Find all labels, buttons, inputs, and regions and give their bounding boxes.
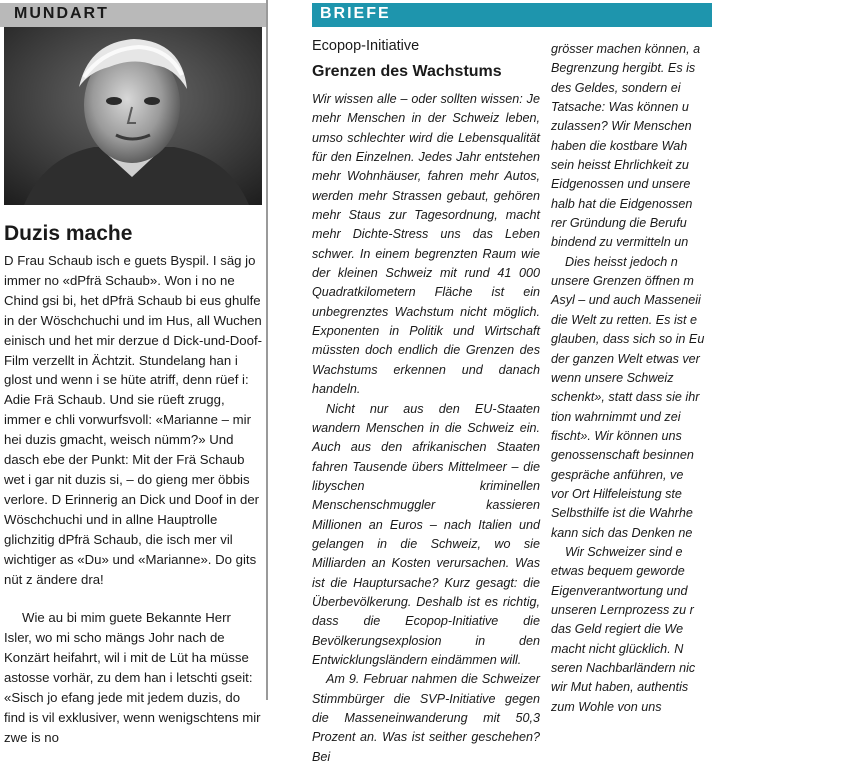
letter-line: Begrenzung hergibt. Es is [551, 61, 696, 76]
author-portrait [4, 27, 262, 205]
letter-line: unseren Lernprozess zu r [551, 602, 694, 617]
letter-line: der ganzen Welt etwas ver [551, 351, 700, 366]
letter-line: bindend zu vermitteln un [551, 235, 689, 250]
letter-line: seren Nachbarländern nic [551, 661, 696, 675]
letter-line: die Welt zu retten. Es ist e [551, 312, 698, 327]
letter-line: fischt». Wir können uns [551, 428, 682, 443]
letter-continuation-column [551, 40, 851, 717]
letter-line: kann sich das Denken ne [551, 525, 693, 540]
mundart-paragraph: D Frau Schaub isch e guets Byspil. I säg jo immer no «dPfrä Schaub». Won i no ne Chind gsi bi, het dPfrä Schaub bi eus ghulfe in der Wöschchuchi und im Hus, all Wuchen einisch und het mir derzue d Dick-und-Doof-Film verzellt in Ächtzit. Stundelang han i glost und wenn i se hüte atriff, denn rüef i: Adie Frä Schaub. Und sie rüeft zrugg, immer e chli vorwurfsvoll: «Marianne – mir hei duzis gmacht, weisch nümm?» Und dasch ebe der Punkt: Mit der Frä Schaub wet i gar nit duzis si, – do gieng mer öbbis verlore. D Erinnerig an Dick und Doof in der Wöschchuchi und in allne Hauptrolle glichzitig dPfrä Schaub, die isch mer vil wichtiger as «Du» und «Marianne». Do gits nüt z ändere dra! [4, 253, 263, 587]
letter-line: wenn unsere Schweiz [551, 370, 674, 385]
letter-kicker: Ecopop-Initiative [312, 38, 420, 54]
letter-line: rer Gründung die Berufu [551, 216, 687, 231]
letter-line: Tatsache: Was können u [551, 100, 689, 115]
letter-line: genossenschaft besinnen [551, 448, 694, 463]
briefe-section-label: BRIEFE [320, 5, 391, 22]
letter-line: Eigenverantwortung und [551, 583, 688, 598]
letter-paragraph: Wir wissen alle – oder sollten wissen: Je mehr Menschen in der Schweiz leben, umso schlechter wird die Lebensqualität für den Einzelnen. Jedes Jahr entstehen mehr Wohnhäuser, fahren mehr Autos, werden mehr Strassen gebaut, gehören mehr Staus zur Tagesordnung, macht mehr Dichte-Stress uns das Leben schwer. In einem begrenzten Raum wie der kleinen Schweiz mit rund 41 000 Quadratkilometern Fläche ist ein unbegrenztes Wachstum nicht möglich. Exponenten in Politik und Wirtschaft müssten doch endlich die Grenzen des Wachstums erkennen und danach handeln. [312, 92, 540, 397]
letter-paragraph: Am 9. Februar nahmen die Schweizer Stimmbürger die SVP-Initiative gegen die Masseneinwanderung mit 50,3 Prozent an. Was ist seither geschehen? Bei [312, 672, 540, 764]
letter-headline: Grenzen des Wachstums [312, 63, 502, 80]
mundart-paragraph: Wie au bi mim guete Bekannte Herr Isler, wo mi scho mängs Johr nach de Konzärt heifahrt, wil i mit de Lüt ha müsse astosse vorhär, zu dem han i letschti gseit: «Sisch jo efang jede mit jedem duzis, do find is vil exklusiver, wenn wenigschtens mir zwe is no [4, 610, 261, 745]
letter-line: macht nicht glücklich. N [551, 641, 684, 656]
letter-line: schenkt», statt dass sie ihr [551, 390, 700, 405]
letter-line: Eidgenossen und unsere [551, 177, 691, 192]
letter-line: halb hat die Eidgenossen [551, 196, 693, 211]
letter-line: das Geld regiert die We [551, 622, 684, 637]
letter-line: des Geldes, sondern ei [551, 80, 681, 95]
letter-line: wir Mut haben, authentis [551, 680, 689, 695]
mundart-section-label: MUNDART [14, 5, 109, 22]
mundart-column [0, 0, 272, 745]
letter-line: zum Wohle von uns [551, 699, 662, 714]
briefe-letter-column [312, 38, 540, 767]
letter-line: glauben, dass sich so in Eu [551, 332, 705, 347]
mundart-headline: Duzis mache [4, 222, 133, 245]
letter-line: vor Ort Hilfeleistung ste [551, 486, 682, 501]
letter-line: Wir Schweizer sind e [565, 544, 683, 559]
letter-line: tion wahrnimmt und zei [551, 409, 681, 424]
letter-line: etwas bequem geworde [551, 564, 685, 579]
column-divider [266, 0, 268, 700]
letter-line: Selbsthilfe ist die Wahrhe [551, 506, 693, 521]
letter-line: Asyl – und auch Masseneii [551, 293, 701, 308]
letter-line: sein heisst Ehrlichkeit zu [551, 158, 689, 173]
letter-line: gespräche anführen, ve [551, 467, 684, 482]
letter-line: zulassen? Wir Menschen [551, 119, 692, 134]
letter-line: Dies heisst jedoch n [565, 254, 678, 269]
letter-paragraph: Nicht nur aus den EU-Staaten wandern Menschen in die Schweiz ein. Auch aus den afrikanischen Staaten fahren Tausende übers Mittelmeer – die libyschen kriminellen Menschenschmuggler kassieren Millionen an Euros – nach Italien und gelangen in die Schweiz, wo sie Milliarden an Kosten verursachen. Was ist die Hauptursache? Kurz gesagt: die Überbevölkerung. Deshalb ist es richtig, dass die Ecopop-Initiative die Bevölkerungsexplosion in den Entwicklungsländern eindämmen will. [312, 401, 540, 667]
letter-line: unsere Grenzen öffnen m [551, 274, 694, 289]
letter-line: haben die kostbare Wah [551, 138, 688, 153]
letter-line: grösser machen können, a [551, 42, 701, 56]
mundart-article-body [4, 251, 262, 748]
letter-body [312, 90, 540, 767]
